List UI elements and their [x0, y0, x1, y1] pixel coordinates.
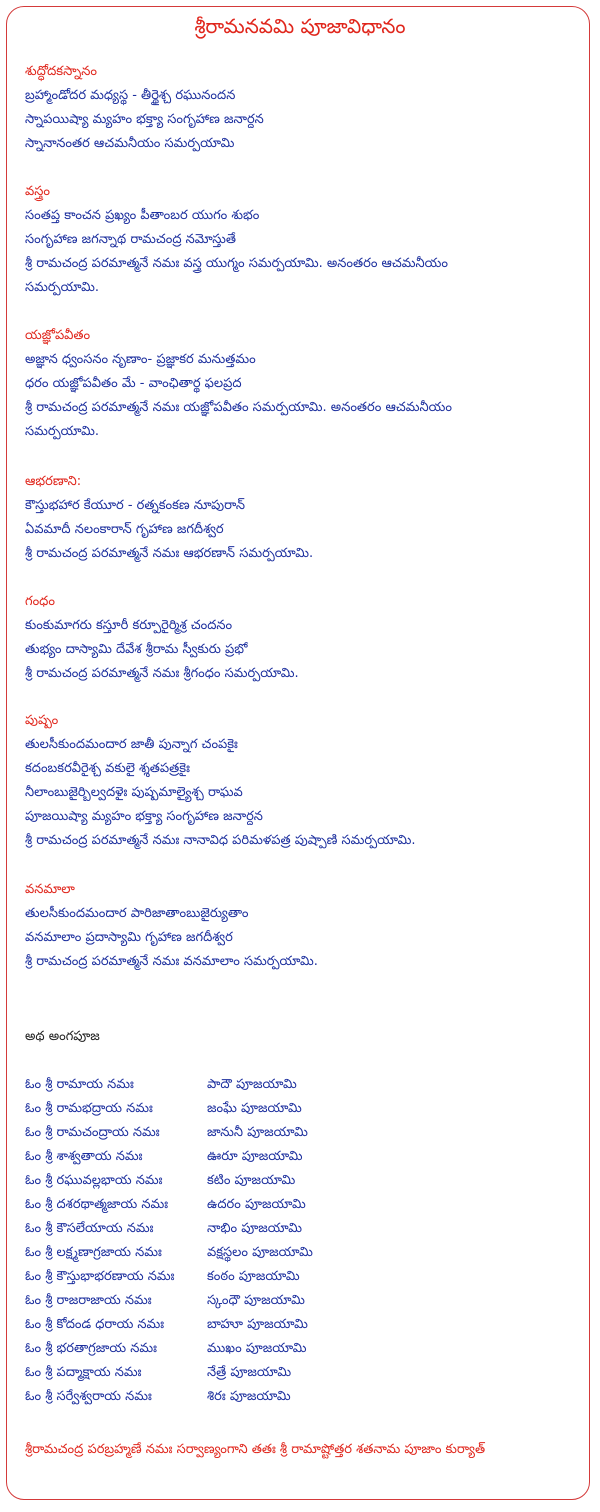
angapuja-row	[25, 1145, 580, 1169]
mantra-name: ఓం శ్రీ కోదండ ధరాయ నమః	[25, 1317, 165, 1332]
section-heading: వనమాలా	[25, 882, 75, 897]
section-gandham	[25, 590, 580, 686]
mantra-puja: నాభిం పూజయామి	[207, 1221, 303, 1236]
verse-line: శ్రీ రామచంద్ర పరమాత్మనే నమః శ్రీగంధం సమర్పయామి.	[25, 666, 299, 681]
mantra-name: ఓం శ్రీ రామభద్రాయ నమః	[25, 1101, 153, 1116]
section-vastram	[25, 180, 580, 300]
angapuja-row	[25, 1073, 580, 1097]
mantra-puja: ఉదరం పూజయామి	[207, 1197, 306, 1212]
section-heading: గంధం	[25, 594, 55, 609]
section-angapuja	[25, 1025, 580, 1049]
section-shuddhodaka	[25, 60, 580, 156]
verse-line: ధరం యజ్ఞోపవీతం మే - వాంఛితార్థ ఫలప్రద	[25, 376, 242, 391]
verse-line: ఏవమాదీ నలంకారాన్ గృహాణ జగదీశ్వర	[25, 522, 224, 537]
mantra-puja: ముఖం పూజయామి	[207, 1341, 307, 1356]
section-pushpam	[25, 709, 580, 853]
section-heading: యజ్ఞోపవీతం	[25, 328, 91, 343]
mantra-puja: ఊరూ పూజయామి	[207, 1149, 303, 1164]
verse-line: బ్రహ్మాండోదర మధ్యస్థ - తీర్థైశ్చ రఘునందన	[25, 88, 236, 103]
mantra-puja: వక్షస్థలం పూజయామి	[207, 1245, 313, 1260]
angapuja-row	[25, 1361, 580, 1385]
verse-line: సమర్పయామి.	[25, 280, 99, 295]
section-vanamala	[25, 878, 580, 974]
verse-line: శ్రీ రామచంద్ర పరమాత్మనే నమః నానావిధ పరిమళపత్ర పుష్పాణి సమర్పయామి.	[25, 833, 416, 848]
verse-line: తుభ్యం దాస్యామి దేవేశ శ్రీరామ స్వీకురు ప్రభో	[25, 642, 248, 657]
verse-line: స్నాపయిష్యా మ్యహం భక్త్యా సంగృహాణ జనార్దన	[25, 112, 264, 127]
angapuja-heading: అథ అంగపూజ	[25, 1029, 100, 1044]
mantra-name: ఓం శ్రీ రామాయ నమః	[25, 1077, 134, 1092]
verse-line: శ్రీ రామచంద్ర పరమాత్మనే నమః ఆభరణాన్ సమర్పయామి.	[25, 546, 314, 561]
angapuja-row	[25, 1097, 580, 1121]
angapuja-row	[25, 1241, 580, 1265]
angapuja-row	[25, 1337, 580, 1361]
angapuja-row	[25, 1193, 580, 1217]
angapuja-row	[25, 1265, 580, 1289]
mantra-name: ఓం శ్రీ దశరథాత్మజాయ నమః	[25, 1197, 169, 1212]
mantra-name: ఓం శ్రీ లక్ష్మణాగ్రజాయ నమః	[25, 1245, 162, 1260]
verse-line: తులసీకుందమందార జాతీ పున్నాగ చంపకైః	[25, 737, 238, 752]
mantra-name: ఓం శ్రీ రామచంద్రాయ నమః	[25, 1125, 160, 1140]
verse-line: సంగృహాణ జగన్నాథ రామచంద్ర నమోస్తుతే	[25, 232, 237, 247]
mantra-puja: బాహూ పూజయామి	[207, 1317, 308, 1332]
verse-line: శ్రీ రామచంద్ర పరమాత్మనే నమః వస్త్ర యుగ్మం సమర్పయామి. అనంతరం ఆచమనీయం	[25, 256, 448, 271]
mantra-puja: కంఠం పూజయామి	[207, 1269, 300, 1284]
verse-line: వనమాలాం ప్రదాస్యామి గృహాణ జగదీశ్వర	[25, 930, 233, 945]
verse-line: తులసీకుందమందార పారిజాతాంబుజైర్యుతాం	[25, 906, 249, 921]
section-heading: శుద్ధోదకస్నానం	[25, 64, 97, 79]
section-abharanani	[25, 470, 580, 566]
mantra-puja: స్కంధౌ పూజయామి	[207, 1293, 305, 1308]
mantra-puja: నేత్రే పూజయామి	[207, 1365, 292, 1380]
mantra-puja: శిరః పూజయామి	[207, 1389, 291, 1404]
verse-line: శ్రీ రామచంద్ర పరమాత్మనే నమః యజ్ఞోపవీతం సమర్పయామి. అనంతరం ఆచమనీయం	[25, 400, 452, 415]
mantra-puja: జంఘే పూజయామి	[207, 1101, 302, 1116]
angapuja-list	[25, 1073, 580, 1409]
mantra-puja: కటిం పూజయామి	[207, 1173, 296, 1188]
verse-line: సంతప్త కాంచన ప్రఖ్యం పీతాంబర యుగం శుభం	[25, 208, 260, 223]
angapuja-row	[25, 1385, 580, 1409]
verse-line: అజ్ఞాన ధ్వంసనం నృణాం- ప్రజ్ఞాకర మనుత్తమం	[25, 352, 256, 367]
mantra-name: ఓం శ్రీ కౌసలేయాయ నమః	[25, 1221, 154, 1236]
section-yagnopaveetam	[25, 324, 580, 444]
section-heading: పుష్పం	[25, 713, 59, 728]
verse-line: శ్రీ రామచంద్ర పరమాత్మనే నమః వనమాలాం సమర్పయామి.	[25, 954, 318, 969]
mantra-puja: జానునీ పూజయామి	[207, 1125, 308, 1140]
verse-line: కదంబకరవీరైశ్చ వకులై శ్శతపత్రకైః	[25, 761, 190, 776]
mantra-name: ఓం శ్రీ రఘువల్లభాయ నమః	[25, 1173, 163, 1188]
mantra-name: ఓం శ్రీ కౌస్తుభాభరణాయ నమః	[25, 1269, 175, 1284]
section-heading: వస్త్రం	[25, 184, 50, 199]
section-heading: ఆభరణాని:	[25, 474, 82, 489]
mantra-puja: పాదౌ పూజయామి	[207, 1077, 297, 1092]
mantra-name: ఓం శ్రీ సర్వేశ్వరాయ నమః	[25, 1389, 152, 1404]
verse-line: కౌస్తుభహార కేయూర - రత్నకంకణ నూపురాన్	[25, 498, 245, 513]
angapuja-row	[25, 1169, 580, 1193]
angapuja-row	[25, 1313, 580, 1337]
verse-line: సమర్పయామి.	[25, 424, 99, 439]
mantra-name: ఓం శ్రీ శాశ్వతాయ నమః	[25, 1149, 143, 1164]
verse-line: పూజయిష్యా మ్యహం భక్త్యా సంగృహాణ జనార్దన	[25, 809, 263, 824]
angapuja-row	[25, 1217, 580, 1241]
page-title: శ్రీరామనవమి పూజావిధానం	[194, 14, 406, 38]
mantra-name: ఓం శ్రీ భరతాగ్రజాయ నమః	[25, 1341, 157, 1356]
mantra-name: ఓం శ్రీ రాజరాజాయ నమః	[25, 1293, 152, 1308]
angapuja-row	[25, 1289, 580, 1313]
verse-line: కుంకుమాగరు కస్తూరీ కర్పూరైర్మిశ్ర చందనం	[25, 618, 233, 633]
closing-line: శ్రీరామచంద్ర పరబ్రహ్మణే నమః సర్వాణ్యంగాని తతః శ్రీ రామాష్టోత్తర శతనామ పూజాం కుర్యాత్	[25, 1442, 486, 1457]
verse-line: నీలాంబుజైర్బిల్వదళైః పుష్పమాల్యైశ్చ రాఘవ	[25, 785, 243, 800]
mantra-name: ఓం శ్రీ పద్మాక్షాయ నమః	[25, 1365, 142, 1380]
angapuja-row	[25, 1121, 580, 1145]
verse-line: స్నానానంతర ఆచమనీయం సమర్పయామి	[25, 136, 235, 151]
